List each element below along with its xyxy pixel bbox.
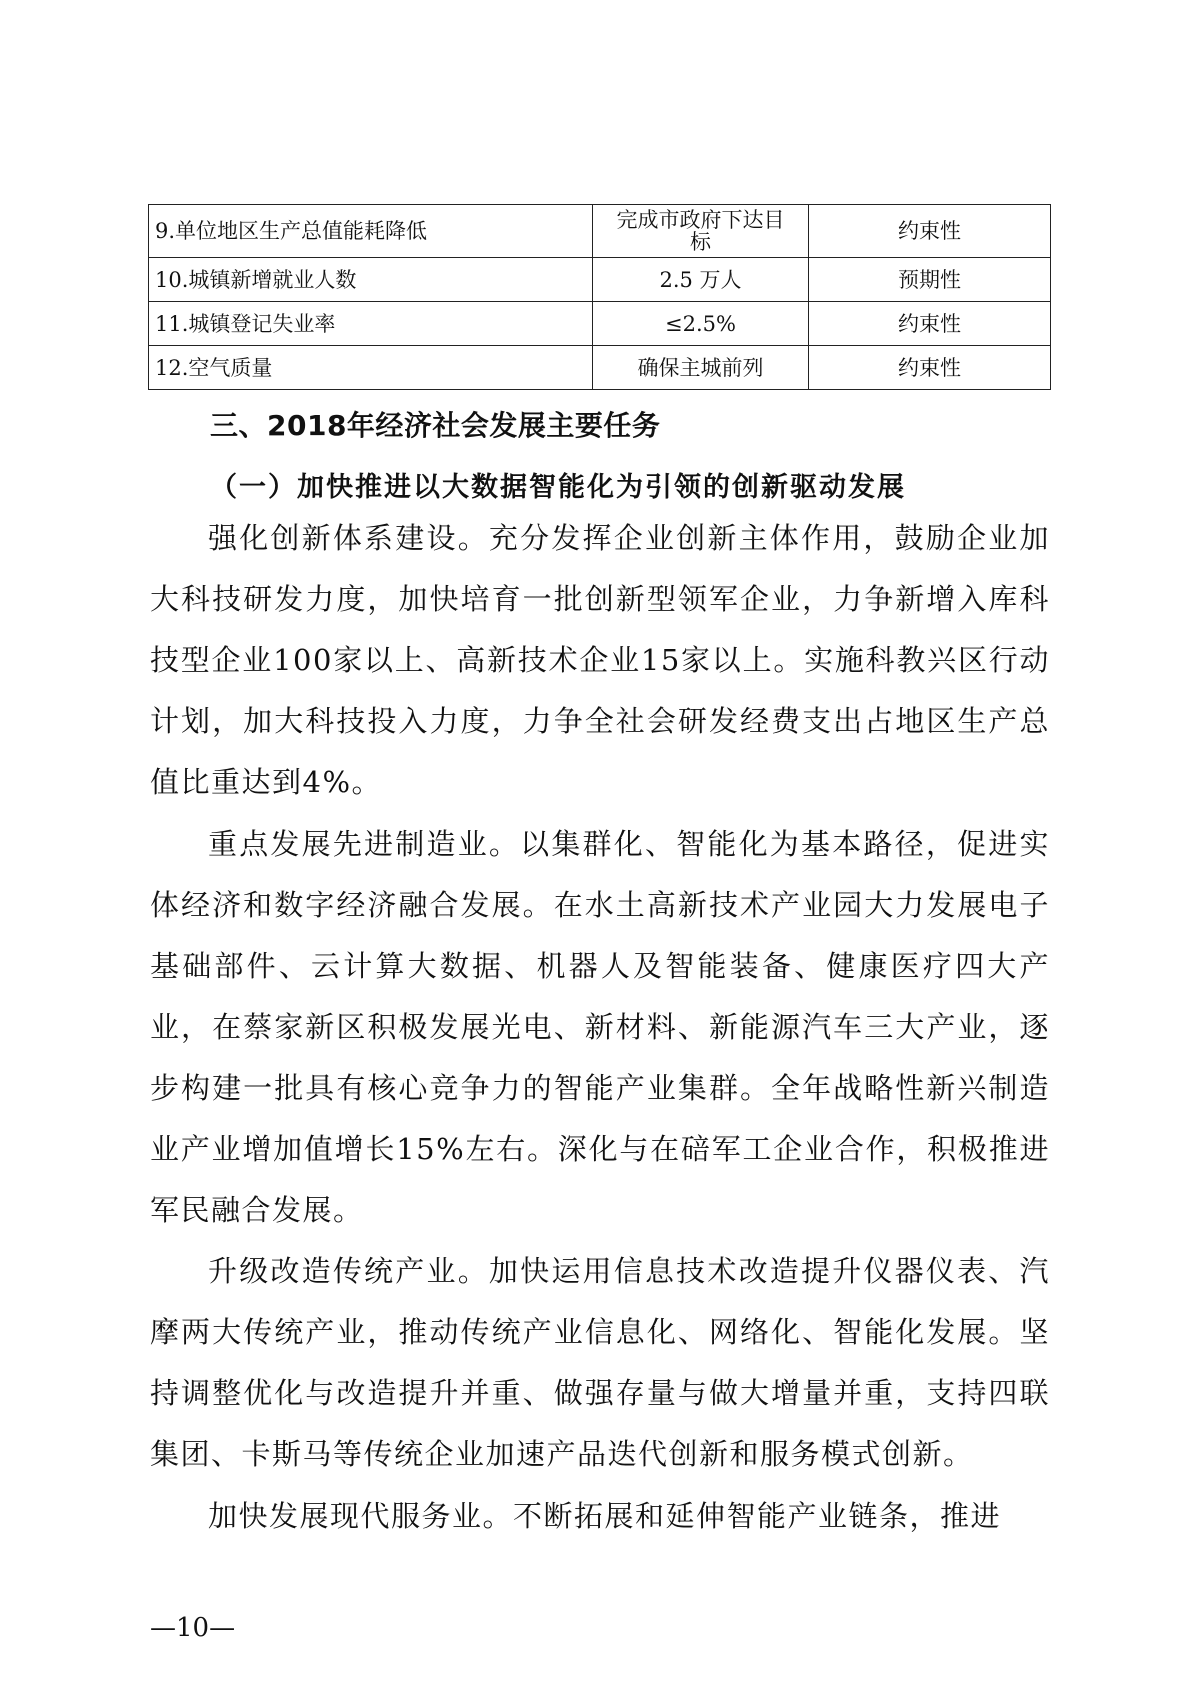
paragraph-traditional-industry: 升级改造传统产业。加快运用信息技术改造提升仪器仪表、汽摩两大传统产业，推动传统产业信息化、网络化、智能化发展。坚持调整优化与改造提升并重、做强存量与做大增量并重，支持四联集团、卡斯马等传统企业加速产品迭代创新和服务模式创新。	[150, 1254, 1050, 1471]
table-cell-type: 预期性	[809, 258, 1051, 302]
table-row	[149, 258, 1051, 302]
table-cell-item: 12.空气质量	[149, 346, 593, 390]
table-cell-target: 完成市政府下达目标	[593, 205, 809, 258]
table-cell-item: 11.城镇登记失业率	[149, 302, 593, 346]
page-number: —10—	[150, 1613, 236, 1643]
paragraph-innovation-system: 强化创新体系建设。充分发挥企业创新主体作用，鼓励企业加大科技研发力度，加快培育一批创新型领军企业，力争新增入库科技型企业100家以上、高新技术企业15家以上。实施科教兴区行动计划，加大科技投入力度，力争全社会研发经费支出占地区生产总值比重达到4%。	[150, 521, 1050, 799]
section-heading: 三、2018年经济社会发展主要任务	[210, 409, 661, 442]
table-cell-type: 约束性	[809, 205, 1051, 258]
paragraph-modern-services: 加快发展现代服务业。不断拓展和延伸智能产业链条，推进	[208, 1499, 1002, 1533]
paragraph-advanced-manufacturing: 重点发展先进制造业。以集群化、智能化为基本路径，促进实体经济和数字经济融合发展。在水土高新技术产业园大力发展电子基础部件、云计算大数据、机器人及智能装备、健康医疗四大产业，在蔡家新区积极发展光电、新材料、新能源汽车三大产业，逐步构建一批具有核心竞争力的智能产业集群。全年战略性新兴制造业产业增加值增长15%左右。深化与在碚军工企业合作，积极推进军民融合发展。	[150, 827, 1050, 1227]
table-cell-type: 约束性	[809, 302, 1051, 346]
table-cell-target: 2.5 万人	[593, 258, 809, 302]
table-cell-type: 约束性	[809, 346, 1051, 390]
table-row	[149, 302, 1051, 346]
subsection-heading: （一）加快推进以大数据智能化为引领的创新驱动发展	[210, 472, 906, 503]
table-cell-target: 确保主城前列	[593, 346, 809, 390]
table-row	[149, 205, 1051, 258]
table-cell-item: 10.城镇新增就业人数	[149, 258, 593, 302]
table-row	[149, 346, 1051, 390]
table-cell-target: ≤2.5%	[593, 302, 809, 346]
table-cell-item: 9.单位地区生产总值能耗降低	[149, 205, 593, 258]
targets-table	[148, 204, 1051, 390]
